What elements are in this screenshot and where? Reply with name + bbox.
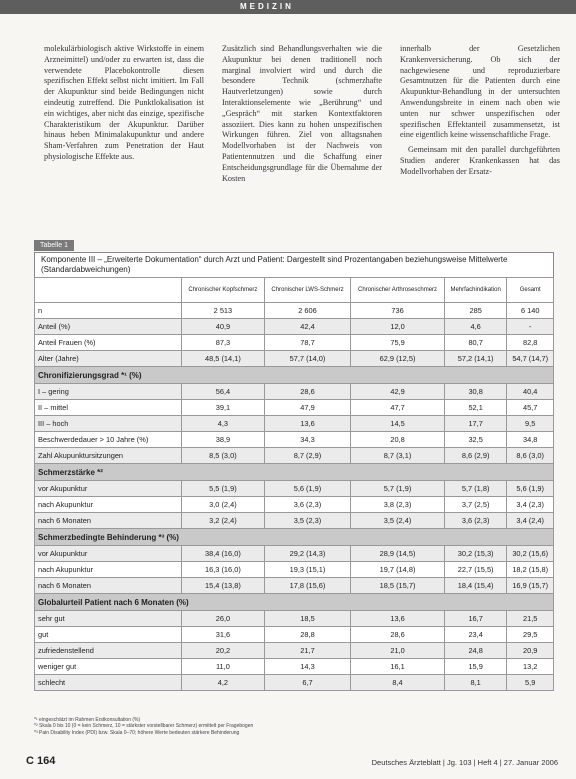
- table-cell: 9,5: [507, 416, 554, 432]
- table-row: [35, 400, 554, 416]
- table-row: [35, 351, 554, 367]
- table-cell: 4,2: [182, 675, 265, 691]
- table-cell: 13,2: [507, 659, 554, 675]
- table-cell: 13,6: [351, 611, 445, 627]
- table-row: [35, 513, 554, 529]
- table-cell: 18,5 (15,7): [351, 578, 445, 594]
- table-cell: 2 513: [182, 303, 265, 319]
- table-cell: 52,1: [444, 400, 507, 416]
- table-cell: 19,7 (14,8): [351, 562, 445, 578]
- row-label: n: [35, 303, 182, 319]
- table-cell: 30,8: [444, 384, 507, 400]
- table-cell: 3,4 (2,3): [507, 497, 554, 513]
- table-row: [35, 448, 554, 464]
- table-cell: 82,8: [507, 335, 554, 351]
- table-row: [35, 319, 554, 335]
- table-row: [35, 659, 554, 675]
- table-cell: 11,0: [182, 659, 265, 675]
- table-row: [35, 675, 554, 691]
- table-cell: 28,9 (14,5): [351, 546, 445, 562]
- table-cell: 17,8 (15,6): [264, 578, 350, 594]
- table-cell: 62,9 (12,5): [351, 351, 445, 367]
- table-row: [35, 497, 554, 513]
- table-cell: 21,5: [507, 611, 554, 627]
- table-cell: 12,0: [351, 319, 445, 335]
- table-cell: 42,4: [264, 319, 350, 335]
- table-cell: 8,7 (2,9): [264, 448, 350, 464]
- table-row: [35, 562, 554, 578]
- row-label: II – mittel: [35, 400, 182, 416]
- data-table-block: [34, 234, 554, 691]
- table-cell: 21,7: [264, 643, 350, 659]
- table-cell: 20,8: [351, 432, 445, 448]
- table-cell: 39,1: [182, 400, 265, 416]
- paragraph: molekulärbiologisch aktive Wirkstoffe in einem Arzneimittel) und/oder zu erwarten ist, dass die verwendete Placebokontrolle diesen spezifischen Effekt selbst nicht imitiert. Im Fall der Akupunktur sind beide Bedingungen nicht eindeutig zutreffend. Die Punktlokalisation ist ein wichtiges, aber nicht das einzige, spezifische Charakteristikum der Akupunktur. Darüber hinaus heben Minimalakupunktur und andere Sham-Verfahren zum Penetration der Haut physiologische Effekte aus.: [44, 44, 204, 161]
- table-cell: 34,8: [507, 432, 554, 448]
- table-cell: 15,4 (13,8): [182, 578, 265, 594]
- table-cell: 38,9: [182, 432, 265, 448]
- table-row: [35, 627, 554, 643]
- table-cell: 42,9: [351, 384, 445, 400]
- column-header: Chronischer Kopfschmerz: [182, 278, 265, 303]
- table-section-row: [35, 529, 554, 546]
- table-cell: 3,0 (2,4): [182, 497, 265, 513]
- table-cell: 47,9: [264, 400, 350, 416]
- table-cell: 18,2 (15,8): [507, 562, 554, 578]
- table-row: [35, 432, 554, 448]
- table-cell: 20,2: [182, 643, 265, 659]
- table-cell: 5,6 (1,9): [264, 481, 350, 497]
- footnote: *² Skala 0 bis 10 (0 = kein Schmerz, 10 = stärkster vorstellbarer Schmerz) ermittelt per Fragebogen: [34, 723, 254, 730]
- row-label: vor Akupunktur: [35, 546, 182, 562]
- table-cell: 28,8: [264, 627, 350, 643]
- section-label: Schmerzbedingte Behinderung *³ (%): [35, 529, 554, 546]
- row-label: sehr gut: [35, 611, 182, 627]
- text-column-3: [400, 44, 560, 182]
- data-table: [34, 277, 554, 691]
- table-cell: 5,7 (1,8): [444, 481, 507, 497]
- row-label: I – gering: [35, 384, 182, 400]
- table-caption: Komponente III – „Erweiterte Dokumentation“ durch Arzt und Patient: Dargestellt sind Prozentangaben beziehungsweise Mittelwerte (Standardabweichungen): [34, 252, 554, 277]
- table-row: [35, 578, 554, 594]
- table-cell: 14,3: [264, 659, 350, 675]
- table-cell: 57,7 (14,0): [264, 351, 350, 367]
- table-cell: 16,1: [351, 659, 445, 675]
- table-cell: 28,6: [351, 627, 445, 643]
- table-cell: 5,6 (1,9): [507, 481, 554, 497]
- row-label: nach Akupunktur: [35, 562, 182, 578]
- section-title: MEDIZIN: [240, 2, 294, 11]
- table-cell: 38,4 (16,0): [182, 546, 265, 562]
- table-cell: 285: [444, 303, 507, 319]
- table-cell: 3,5 (2,4): [351, 513, 445, 529]
- table-cell: 75,9: [351, 335, 445, 351]
- table-row: [35, 643, 554, 659]
- table-cell: 32,5: [444, 432, 507, 448]
- table-cell: 22,7 (15,5): [444, 562, 507, 578]
- table-body: [35, 303, 554, 691]
- table-cell: 4,6: [444, 319, 507, 335]
- table-row: [35, 416, 554, 432]
- table-cell: 8,5 (3,0): [182, 448, 265, 464]
- table-cell: 8,7 (3,1): [351, 448, 445, 464]
- journal-citation: Deutsches Ärzteblatt | Jg. 103 | Heft 4 | 27. Januar 2006: [371, 758, 558, 767]
- table-cell: 29,2 (14,3): [264, 546, 350, 562]
- table-header-row: [35, 278, 554, 303]
- row-label: Beschwerdedauer > 10 Jahre (%): [35, 432, 182, 448]
- column-header: Mehrfachindikation: [444, 278, 507, 303]
- table-cell: 48,5 (14,1): [182, 351, 265, 367]
- row-label: gut: [35, 627, 182, 643]
- table-cell: 34,3: [264, 432, 350, 448]
- table-cell: 5,9: [507, 675, 554, 691]
- table-cell: 3,7 (2,5): [444, 497, 507, 513]
- page-number: C 164: [26, 755, 56, 767]
- table-section-row: [35, 464, 554, 481]
- column-header: Chronischer LWS-Schmerz: [264, 278, 350, 303]
- table-section-row: [35, 594, 554, 611]
- table-cell: 3,2 (2,4): [182, 513, 265, 529]
- table-cell: 29,5: [507, 627, 554, 643]
- table-cell: 3,4 (2,4): [507, 513, 554, 529]
- column-header: [35, 278, 182, 303]
- row-label: weniger gut: [35, 659, 182, 675]
- table-cell: 17,7: [444, 416, 507, 432]
- table-cell: 30,2 (15,6): [507, 546, 554, 562]
- table-cell: 3,6 (2,3): [444, 513, 507, 529]
- table-cell: 15,9: [444, 659, 507, 675]
- table-cell: 8,6 (2,9): [444, 448, 507, 464]
- section-label: Globalurteil Patient nach 6 Monaten (%): [35, 594, 554, 611]
- text-column-1: [44, 44, 204, 167]
- footnote: *¹ eingeschätzt im Rahmen Erstkonsultation (%): [34, 717, 141, 723]
- section-label: Schmerzstärke *²: [35, 464, 554, 481]
- table-row: [35, 611, 554, 627]
- table-row: [35, 481, 554, 497]
- table-cell: 3,8 (2,3): [351, 497, 445, 513]
- table-cell: -: [507, 319, 554, 335]
- row-label: Anteil Frauen (%): [35, 335, 182, 351]
- table-cell: 26,0: [182, 611, 265, 627]
- table-cell: 87,3: [182, 335, 265, 351]
- table-cell: 30,2 (15,3): [444, 546, 507, 562]
- table-cell: 3,6 (2,3): [264, 497, 350, 513]
- table-cell: 16,7: [444, 611, 507, 627]
- table-cell: 40,4: [507, 384, 554, 400]
- table-cell: 80,7: [444, 335, 507, 351]
- table-cell: 21,0: [351, 643, 445, 659]
- table-cell: 47,7: [351, 400, 445, 416]
- row-label: Alter (Jahre): [35, 351, 182, 367]
- table-cell: 16,3 (16,0): [182, 562, 265, 578]
- table-cell: 28,6: [264, 384, 350, 400]
- table-cell: 16,9 (15,7): [507, 578, 554, 594]
- table-section-row: [35, 367, 554, 384]
- row-label: nach 6 Monaten: [35, 578, 182, 594]
- table-cell: 13,6: [264, 416, 350, 432]
- table-label: Tabelle 1: [34, 240, 74, 251]
- article-text: [44, 44, 560, 222]
- table-cell: 18,5: [264, 611, 350, 627]
- table-row: [35, 546, 554, 562]
- table-cell: 78,7: [264, 335, 350, 351]
- section-label: Chronifizierungsgrad *¹ (%): [35, 367, 554, 384]
- table-cell: 18,4 (15,4): [444, 578, 507, 594]
- row-label: nach Akupunktur: [35, 497, 182, 513]
- footnote: *³ Pain Disability Index (PDI) bzw. Skala 0–70; höhere Werte bedeuten stärkere Behinderung: [34, 729, 240, 736]
- section-header-band: [0, 0, 576, 14]
- table-cell: 8,1: [444, 675, 507, 691]
- paragraph: Zusätzlich sind Behandlungsverhalten wie die Akupunktur bei denen traditionell noch marginal involviert wird und durch die besondere Technik (schmerzhafte Hautverletzungen) sowie durch Interaktionselemente wie „Berührung“ und „Gespräch“ mit starken Kontextfaktoren assoziiert. Dies kann zu hohen unspezifischen Wirkungen führen. Ziel von alltagsnahen Modellvorhaben ist der Nachweis von Patientennutzen und die Schaffung einer Entscheidungsgrundlage für die Übernahme der Kosten: [222, 44, 382, 183]
- table-cell: 5,5 (1,9): [182, 481, 265, 497]
- table-cell: 45,7: [507, 400, 554, 416]
- table-cell: 56,4: [182, 384, 265, 400]
- row-label: Zahl Akupunktursitzungen: [35, 448, 182, 464]
- table-cell: 40,9: [182, 319, 265, 335]
- table-cell: 54,7 (14,7): [507, 351, 554, 367]
- paragraph: innerhalb der Gesetzlichen Krankenversicherung. Ob sich der nachgewiesene und reproduzierbare Gesamtnutzen für die Patienten durch eine Akupunktur-Behandlung in der untersuchten Anwendungsbreite in einem nach oben wie unten nur schwer unspezifischen oder spezifischen Effektanteil zusammensetzt, ist eine eigentlich keine wissenschaftliche Frage.: [400, 44, 560, 140]
- column-header: Chronischer Arthroseschmerz: [351, 278, 445, 303]
- table-cell: 2 606: [264, 303, 350, 319]
- row-label: zufriedenstellend: [35, 643, 182, 659]
- table-cell: 6,7: [264, 675, 350, 691]
- table-cell: 31,6: [182, 627, 265, 643]
- table-cell: 6 140: [507, 303, 554, 319]
- row-label: Anteil (%): [35, 319, 182, 335]
- row-label: nach 6 Monaten: [35, 513, 182, 529]
- table-row: [35, 384, 554, 400]
- column-header: Gesamt: [507, 278, 554, 303]
- table-cell: 19,3 (15,1): [264, 562, 350, 578]
- paragraph: Gemeinsam mit den parallel durchgeführten Studien anderer Krankenkassen hat das Modellvorhaben der Ersatz-: [400, 145, 560, 176]
- table-footnotes: [34, 717, 554, 736]
- table-cell: 23,4: [444, 627, 507, 643]
- table-cell: 14,5: [351, 416, 445, 432]
- table-cell: 3,5 (2,3): [264, 513, 350, 529]
- table-cell: 24,8: [444, 643, 507, 659]
- table-row: [35, 335, 554, 351]
- table-cell: 8,4: [351, 675, 445, 691]
- row-label: III – hoch: [35, 416, 182, 432]
- table-cell: 20,9: [507, 643, 554, 659]
- table-cell: 4,3: [182, 416, 265, 432]
- table-row: [35, 303, 554, 319]
- text-column-2: [222, 44, 382, 188]
- table-cell: 8,6 (3,0): [507, 448, 554, 464]
- row-label: schlecht: [35, 675, 182, 691]
- table-cell: 57,2 (14,1): [444, 351, 507, 367]
- table-cell: 736: [351, 303, 445, 319]
- row-label: vor Akupunktur: [35, 481, 182, 497]
- table-cell: 5,7 (1,9): [351, 481, 445, 497]
